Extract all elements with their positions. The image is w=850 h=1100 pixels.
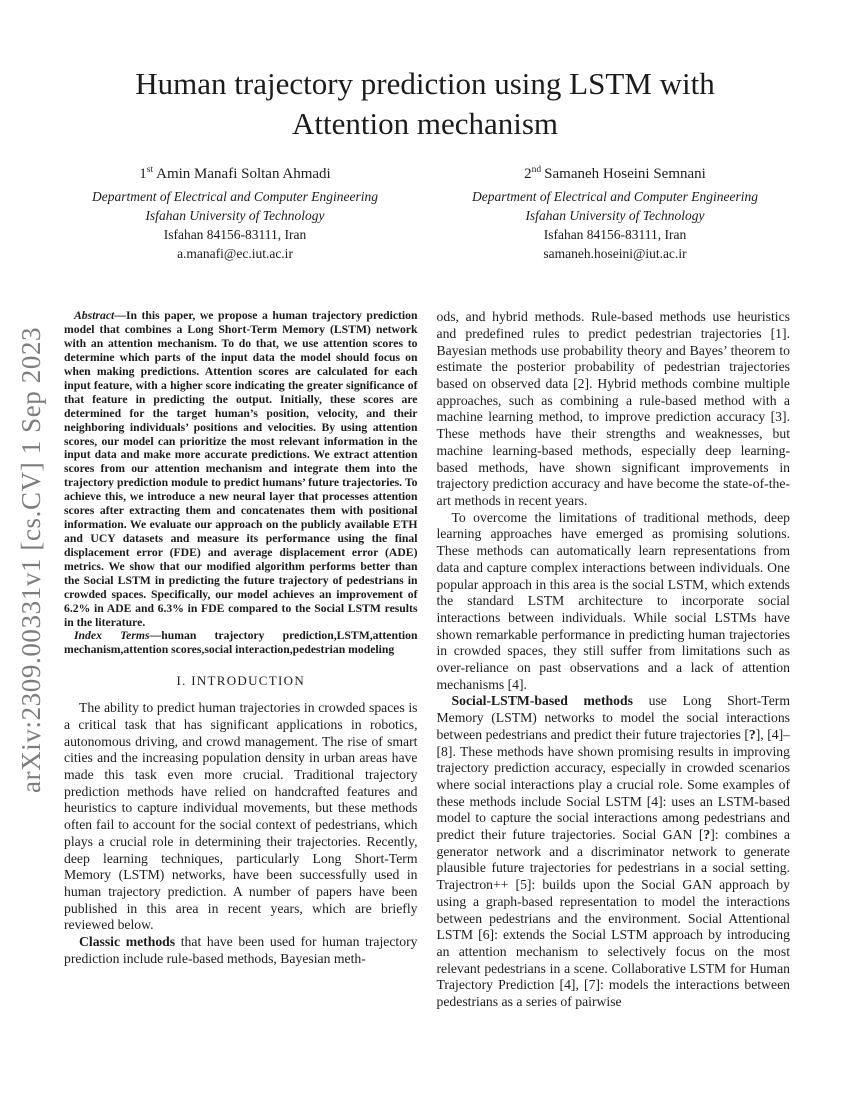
author-1-university: Isfahan University of Technology <box>145 207 325 223</box>
author-2-fullname: Samaneh Hoseini Semnani <box>544 166 706 183</box>
authors-row <box>0 164 850 263</box>
author-1-fullname: Amin Manafi Soltan Ahmadi <box>156 166 331 183</box>
author-2-email: samaneh.hoseini@iut.ac.ir <box>543 246 687 262</box>
author-1-name <box>65 164 405 185</box>
author-block-1 <box>65 164 405 263</box>
left-column <box>64 309 418 1011</box>
author-1-order: 1 <box>139 166 147 183</box>
arxiv-watermark: arXiv:2309.00331v1 [cs.CV] 1 Sep 2023 <box>16 326 46 793</box>
classic-methods-lead: Classic methods <box>79 934 176 950</box>
body-columns <box>64 309 790 1011</box>
social-lstm-lead: Social-LSTM-based methods <box>451 693 633 709</box>
social-lstm-text-3: ]: combines a generator network and a discriminator network to generate plausible future trajectories for pedestrians in a social setting. Trajectron++ [5]: builds upon the Social GAN approach by using a graph-based representation to model the interactions between pedestrians and the environment. Social Attentional LSTM [6]: extends the Social LSTM approach by introducing an attention mechanism to selectively focus on the most relevant pedestrians in a scene. Collaborative LSTM for Human Trajectory Prediction [4], [7]: models the interactions between pedestrians as a series of pairwise <box>436 827 790 1010</box>
author-2-address: Isfahan 84156-83111, Iran <box>543 226 687 242</box>
classic-methods-text: that have been used for human trajectory prediction include rule-based methods, Bayesian meth- <box>64 934 418 966</box>
abstract-label: Abstract <box>74 309 115 323</box>
index-terms-label: Index Terms <box>74 629 150 643</box>
introduction-paragraph-2 <box>64 934 418 967</box>
classic-methods-continuation: ods, and hybrid methods. Rule-based methods use heuristics and predefined rules to predict pedestrian trajectories [1]. Bayesian methods use probability theory and Bayes’ theorem to estimate the posterior probability of pedestrian trajectories based on observed data [2]. Hybrid methods combine multiple approaches, such as combining a rule-based method with a machine learning method, to improve prediction accuracy [3]. These methods have their strengths and weaknesses, but machine learning-based methods, especially deep learning-based methods, have shown significant improvements in trajectory prediction accuracy and have become the state-of-the-art methods in recent years. <box>436 309 790 508</box>
author-2-order: 2 <box>524 166 532 183</box>
author-1-address: Isfahan 84156-83111, Iran <box>163 226 307 242</box>
right-column <box>437 309 791 1011</box>
abstract-paragraph <box>64 309 418 629</box>
abstract-text: —In this paper, we propose a human trajectory prediction model that combines a Long Short-Term Memory (LSTM) network with an attention mechanism. To do that, we use attention scores to determine which parts of the input data the model should focus on when making predictions. Attention scores are calculated for each input feature, with a higher score indicating the greater significance of that feature in predicting the output. Initially, these scores are determined for the target human’s position, velocity, and their neighboring individuals’ positions and velocities. By using attention scores, our model can prioritize the most relevant information in the input data and make more accurate predictions. We extract attention scores from our attention mechanism and integrate them into the trajectory prediction module to predict humans’ future trajectories. To achieve this, we introduce a new neural layer that processes attention scores after extracting them and concatenates them with positional information. We evaluate our approach on the publicly available ETH and UCY datasets and measure its performance using the final displacement error (FDE) and average displacement error (ADE) metrics. We show that our modified algorithm performs better than the Social LSTM in predicting the future trajectory of pedestrians in crowded spaces. Specifically, our model achieves an improvement of 6.2% in ADE and 6.3% in FDE compared to the Social LSTM results in the literature. <box>64 309 418 629</box>
author-1-department: Department of Electrical and Computer Engineering <box>91 188 379 204</box>
unresolved-citation-1: ? <box>748 726 756 742</box>
introduction-paragraph-1: The ability to predict human trajectories in crowded spaces is a critical task that has significant applications in robotics, autonomous driving, and crowd management. The rise of smart cities and the increasing population density in urban areas have made this task even more crucial. Traditional trajectory prediction methods have relied on handcrafted features and heuristics to capture individual movements, but these methods often fail to account for the social context of pedestrians, which plays a crucial role in determining their trajectories. Recently, deep learning techniques, particularly Long Short-Term Memory (LSTM) networks, have been successfully used in human trajectory prediction. A number of papers have been published in this area in recent years, which are briefly reviewed below. <box>64 700 418 933</box>
author-block-2 <box>445 164 785 263</box>
section-heading-introduction: I. INTRODUCTION <box>176 673 306 689</box>
author-2-department: Department of Electrical and Computer Engineering <box>471 188 759 204</box>
author-2-ordinal-suffix: nd <box>531 165 542 176</box>
author-1-ordinal-suffix: st <box>146 165 154 176</box>
index-terms-paragraph <box>64 629 418 657</box>
author-2-university: Isfahan University of Technology <box>525 207 705 223</box>
social-lstm-methods-paragraph <box>437 693 791 1010</box>
author-2-name <box>445 164 785 185</box>
paper-title: Human trajectory prediction using LSTM with Attention mechanism <box>135 66 715 141</box>
unresolved-citation-2: ? <box>703 827 711 843</box>
social-lstm-text-2: ], [4]–[8]. These methods have shown promising results in improving trajectory prediction accuracy, especially in crowded scenarios where social interactions play a crucial role. Some examples of these methods include Social LSTM [4]: uses an LSTM-based model to capture the social interactions among pedestrians and predict their future trajectories. Social GAN [ <box>436 726 790 843</box>
social-lstm-text-1: use Long Short-Term Memory (LSTM) networks to model the social interactions between pedestrians and predict their future trajectories [ <box>436 693 790 742</box>
deep-learning-paragraph: To overcome the limitations of traditional methods, deep learning approaches have emerged as promising solutions. These methods can automatically learn representations from data and capture complex interactions between individuals. One popular approach in this area is the social LSTM, which extends the standard LSTM architecture to incorporate social interactions between individuals. While social LSTMs have shown remarkable performance in predicting human trajectories in crowded spaces, they still suffer from limitations such as over-reliance on past observations and a lack of attention mechanisms [4]. <box>436 509 790 692</box>
author-1-email: a.manafi@ec.iut.ac.ir <box>177 246 293 262</box>
index-terms-text: —human trajectory prediction,LSTM,attention mechanism,attention scores,social interaction,pedestrian modeling <box>64 629 418 657</box>
